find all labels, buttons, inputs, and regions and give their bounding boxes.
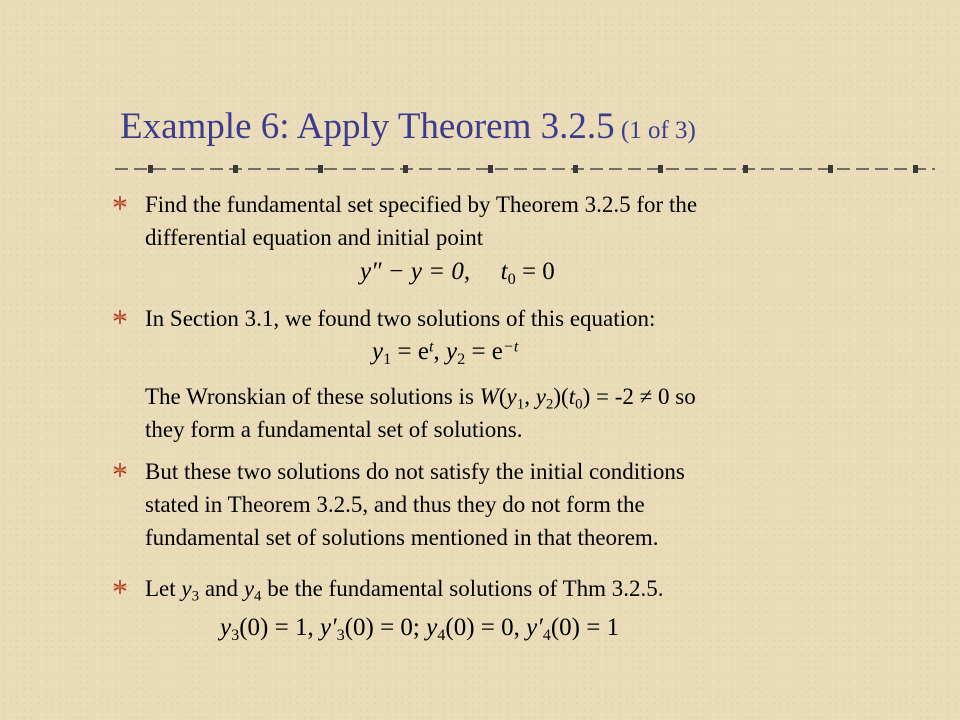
bullet-3-line-2: stated in Theorem 3.2.5, and thus they do not form the: [145, 492, 645, 517]
sol-y2-exp: −t: [502, 337, 519, 356]
equation-solutions: [372, 338, 518, 366]
sol-y1-rhs: = e: [391, 338, 429, 365]
wronskian-sub-0: 0: [575, 396, 583, 413]
wronskian-sub-1: 1: [516, 396, 525, 413]
wronskian-y1: y: [506, 384, 517, 409]
bullet-icon: [110, 307, 130, 327]
title-divider: [115, 162, 935, 176]
sol-y1-sub: 1: [383, 349, 392, 368]
ic-y3p: y′: [319, 614, 337, 641]
title-main: Example 6: Apply Theorem 3.2.5: [120, 106, 615, 147]
ode-t: t: [500, 258, 508, 285]
bullet-4-text: [145, 572, 664, 605]
wronskian-prefix: The Wronskian of these solutions is: [145, 384, 480, 409]
bullet-icon: [110, 460, 130, 480]
ode-t-sub: 0: [507, 269, 516, 288]
bullet-2-text: [145, 302, 655, 335]
title-subtitle: (1 of 3): [614, 117, 696, 144]
wronskian-sub-2: 2: [545, 396, 554, 413]
ic-y3p-value: (0) = 0;: [344, 614, 427, 641]
ic-y4: y: [426, 614, 438, 641]
bullet-1-text: [145, 188, 697, 254]
bullet-4-sub-4: 4: [254, 588, 262, 605]
ic-y3p-sub: 3: [336, 625, 345, 644]
ode-rhs: = 0: [515, 258, 555, 285]
sol-y2-sub: 2: [457, 349, 466, 368]
wronskian-paren-1: (: [498, 384, 507, 409]
bullet-4-y3: y: [181, 576, 192, 601]
sol-y1: y: [372, 338, 384, 365]
bullet-4-b: and: [199, 576, 244, 601]
equation-ode: [360, 258, 555, 286]
bullet-4-c: be the fundamental solutions of Thm 3.2.5.: [261, 576, 664, 601]
wronskian-y2: y: [535, 384, 546, 409]
bullet-3-text: [145, 455, 685, 554]
bullet-icon: [110, 193, 130, 213]
equation-initial-conditions: [220, 614, 619, 642]
bullet-4-a: Let: [145, 576, 182, 601]
bullet-3-line-1: But these two solutions do not satisfy the initial conditions: [145, 459, 685, 484]
bullet-3-line-3: fundamental set of solutions mentioned in that theorem.: [145, 525, 659, 550]
wronskian-line-2: they form a fundamental set of solutions.: [145, 417, 523, 442]
ic-y3-sub: 3: [231, 625, 240, 644]
ode-lhs: y″ − y = 0,: [360, 258, 471, 285]
bullet-4-sub-3: 3: [191, 588, 200, 605]
wronskian-suffix: ) = -2 ≠ 0 so: [582, 384, 696, 409]
sol-y1-exp: t: [428, 337, 434, 356]
ic-y4p-value: (0) = 1: [550, 614, 620, 641]
bullet-icon: [110, 577, 130, 597]
bullet-1-line-1: Find the fundamental set specified by Theorem 3.2.5 for the: [145, 192, 698, 217]
ic-y3-value: (0) = 1,: [239, 614, 320, 641]
sol-sep: ,: [433, 338, 446, 365]
sol-y2: y: [445, 338, 458, 365]
wronskian-text: [145, 380, 696, 446]
bullet-1-line-2: differential equation and initial point: [145, 225, 484, 250]
wronskian-w: W: [479, 384, 499, 409]
bullet-4-y4: y: [243, 576, 255, 601]
bullet-2-line-1: In Section 3.1, we found two solutions of this equation:: [145, 306, 656, 331]
sol-y2-rhs: = e: [465, 338, 503, 365]
wronskian-paren-2: )(: [553, 384, 569, 409]
slide-title: [120, 105, 696, 148]
ic-y4p-sub: 4: [542, 625, 551, 644]
ic-y4p: y′: [526, 614, 543, 641]
ic-y4-value: (0) = 0,: [445, 614, 527, 641]
ic-y4-sub: 4: [437, 625, 446, 644]
wronskian-comma: ,: [524, 384, 536, 409]
ic-y3: y: [220, 614, 232, 641]
wronskian-t: t: [568, 384, 576, 409]
